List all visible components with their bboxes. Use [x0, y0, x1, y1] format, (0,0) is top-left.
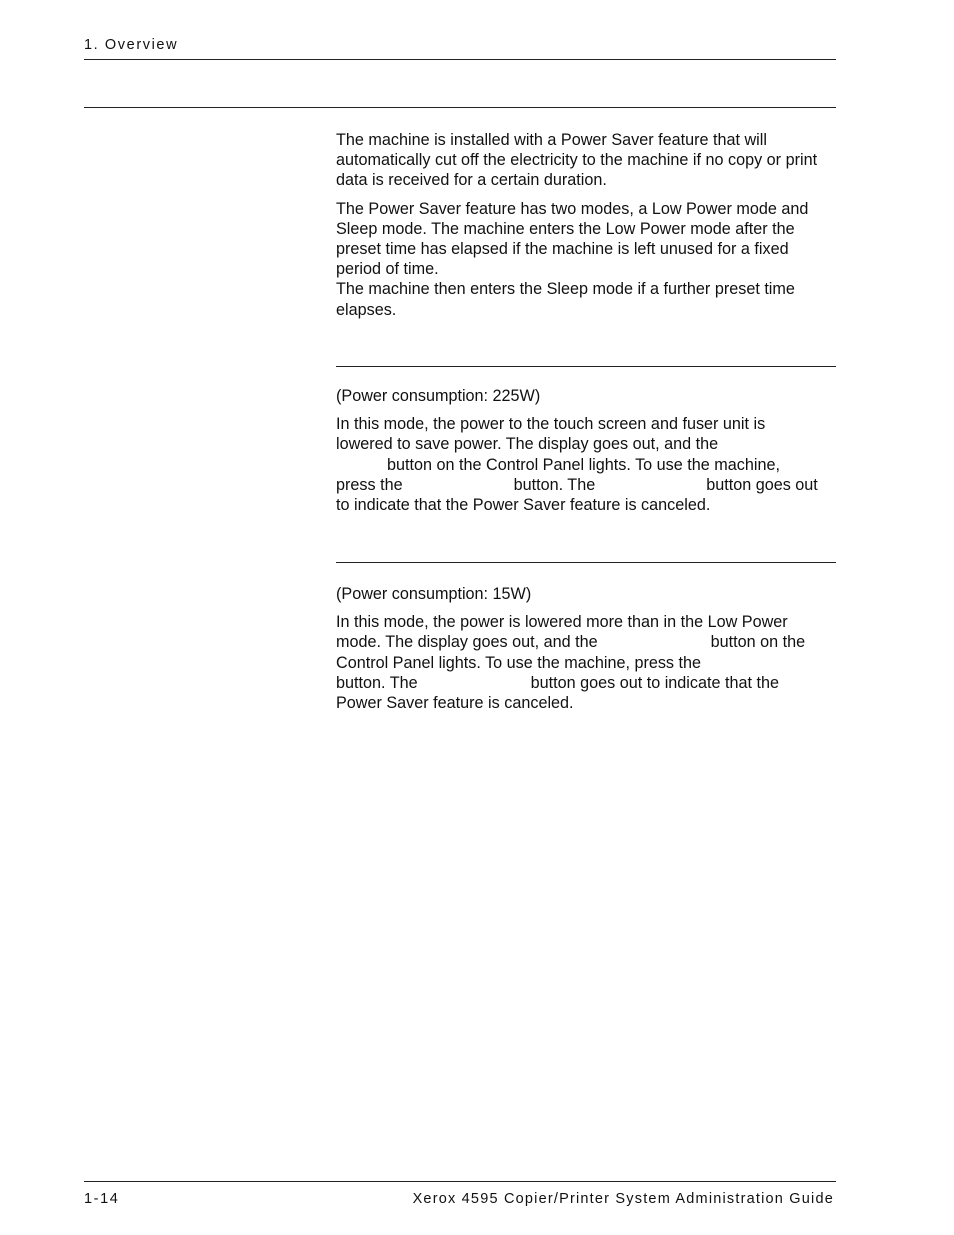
sleep-line-4-a: button. The	[336, 673, 418, 692]
sleep-line-2-a: mode. The display goes out, and the	[336, 633, 598, 652]
intro-paragraph-2: The Power Saver feature has two modes, a Low Power mode and Sleep mode. The machine enters the Low Power mode after the preset time has elapsed if the machine is left unused for a fixed period of time.	[336, 199, 809, 279]
footer-rule	[84, 1181, 836, 1182]
low-power-line-4-b: button. The	[513, 475, 596, 494]
low-power-text	[336, 386, 836, 515]
low-power-description	[336, 414, 836, 515]
running-header: 1. Overview	[84, 37, 179, 53]
sleep-line-5: Power Saver feature is canceled.	[336, 694, 574, 713]
guide-title: Xerox 4595 Copier/Printer System Administration Guide	[412, 1191, 834, 1207]
low-power-line-3: button on the Control Panel lights. To use the machine,	[387, 455, 780, 474]
sleep-line-2	[336, 632, 836, 652]
low-power-line-5: to indicate that the Power Saver feature is canceled.	[336, 496, 711, 515]
low-power-rule	[336, 366, 836, 367]
sleep-consumption: (Power consumption: 15W)	[336, 585, 532, 603]
page-number: 1-14	[84, 1191, 120, 1207]
sleep-line-2-b: button on the	[710, 633, 806, 652]
intro-text	[336, 130, 836, 320]
sleep-rule	[336, 562, 836, 563]
sleep-line-4-b: button goes out to indicate that the	[530, 673, 780, 692]
header-rule	[84, 59, 836, 60]
low-power-line-4-c: button goes out	[706, 475, 818, 494]
intro-paragraph-3: The machine then enters the Sleep mode if a further preset time elapses.	[336, 280, 795, 319]
sleep-line-4	[336, 673, 836, 693]
sleep-text	[336, 584, 836, 713]
section-rule	[84, 107, 836, 108]
sleep-description	[336, 612, 836, 713]
sleep-line-3: Control Panel lights. To use the machine, press the	[336, 653, 702, 672]
low-power-line-2: lowered to save power. The display goes out, and the	[336, 435, 719, 454]
low-power-consumption: (Power consumption: 225W)	[336, 387, 541, 405]
intro-paragraph-1: The machine is installed with a Power Saver feature that will automatically cut off the electricity to the machine if no copy or print data is received for a certain duration.	[336, 131, 818, 190]
sleep-line-1: In this mode, the power is lowered more than in the Low Power	[336, 613, 788, 632]
low-power-line-1: In this mode, the power to the touch screen and fuser unit is	[336, 415, 766, 434]
low-power-line-4	[336, 475, 836, 495]
low-power-line-4-a: press the	[336, 475, 403, 494]
